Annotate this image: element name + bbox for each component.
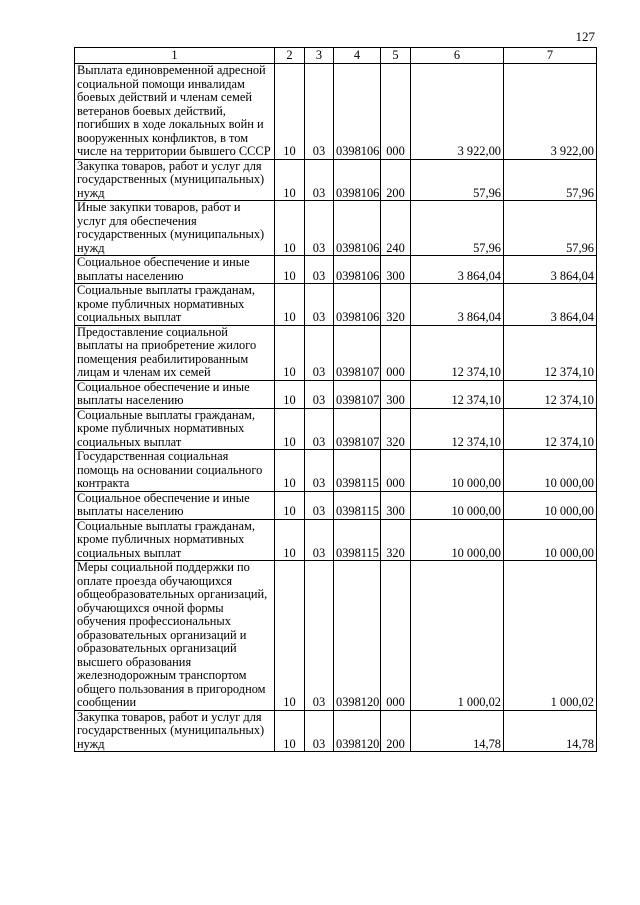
subsection-code: 03 bbox=[305, 201, 334, 256]
subsection-code: 03 bbox=[305, 325, 334, 380]
amount-cell: 57,96 bbox=[504, 159, 597, 201]
row-description: Иные закупки товаров, работ и услуг для обеспечения государственных (муниципальных) нужд bbox=[75, 201, 275, 256]
subsection-code: 03 bbox=[305, 159, 334, 201]
table-row bbox=[75, 284, 597, 326]
column-header: 4 bbox=[334, 48, 381, 64]
subsection-code: 03 bbox=[305, 256, 334, 284]
expense-type-code: 000 bbox=[381, 64, 411, 160]
row-description: Закупка товаров, работ и услуг для государственных (муниципальных) нужд bbox=[75, 710, 275, 752]
amount-cell: 10 000,00 bbox=[504, 491, 597, 519]
expense-type-code: 200 bbox=[381, 159, 411, 201]
column-header: 3 bbox=[305, 48, 334, 64]
subsection-code: 03 bbox=[305, 408, 334, 450]
column-header: 7 bbox=[504, 48, 597, 64]
column-header: 1 bbox=[75, 48, 275, 64]
budget-table bbox=[74, 47, 597, 752]
subsection-code: 03 bbox=[305, 64, 334, 160]
table-row bbox=[75, 201, 597, 256]
target-article-code: 0398107 bbox=[334, 380, 381, 408]
row-description: Социальное обеспечение и иные выплаты населению bbox=[75, 256, 275, 284]
subsection-code: 03 bbox=[305, 450, 334, 492]
subsection-code: 03 bbox=[305, 710, 334, 752]
target-article-code: 0398120 bbox=[334, 561, 381, 711]
row-description: Закупка товаров, работ и услуг для государственных (муниципальных) нужд bbox=[75, 159, 275, 201]
amount-cell: 3 864,04 bbox=[411, 256, 504, 284]
section-code: 10 bbox=[275, 491, 305, 519]
amount-cell: 1 000,02 bbox=[411, 561, 504, 711]
row-description: Социальное обеспечение и иные выплаты населению bbox=[75, 380, 275, 408]
table-row bbox=[75, 408, 597, 450]
amount-cell: 10 000,00 bbox=[411, 450, 504, 492]
target-article-code: 0398107 bbox=[334, 408, 381, 450]
section-code: 10 bbox=[275, 450, 305, 492]
subsection-code: 03 bbox=[305, 380, 334, 408]
expense-type-code: 200 bbox=[381, 710, 411, 752]
amount-cell: 3 864,04 bbox=[411, 284, 504, 326]
target-article-code: 0398115 bbox=[334, 491, 381, 519]
table-row bbox=[75, 325, 597, 380]
subsection-code: 03 bbox=[305, 519, 334, 561]
target-article-code: 0398106 bbox=[334, 284, 381, 326]
column-header: 2 bbox=[275, 48, 305, 64]
row-description: Меры социальной поддержки по оплате проезда обучающихся общеобразовательных организаций, обучающихся очной формы обучения профессиональных образовательных организаций и образовательных организаций высшего образования железнодорожным транспортом общего пользования в пригородном сообщении bbox=[75, 561, 275, 711]
expense-type-code: 240 bbox=[381, 201, 411, 256]
row-description: Выплата единовременной адресной социальной помощи инвалидам боевых действий и членам семей ветеранов боевых действий, погибших в ходе локальных войн и вооруженных конфликтов, в том числе на территории бывшего СССР bbox=[75, 64, 275, 160]
row-description: Государственная социальная помощь на основании социального контракта bbox=[75, 450, 275, 492]
amount-cell: 10 000,00 bbox=[504, 450, 597, 492]
subsection-code: 03 bbox=[305, 561, 334, 711]
amount-cell: 3 864,04 bbox=[504, 284, 597, 326]
expense-type-code: 000 bbox=[381, 450, 411, 492]
section-code: 10 bbox=[275, 380, 305, 408]
page-number: 127 bbox=[575, 29, 595, 44]
section-code: 10 bbox=[275, 408, 305, 450]
section-code: 10 bbox=[275, 159, 305, 201]
amount-cell: 57,96 bbox=[411, 159, 504, 201]
amount-cell: 14,78 bbox=[411, 710, 504, 752]
amount-cell: 12 374,10 bbox=[411, 325, 504, 380]
column-header: 6 bbox=[411, 48, 504, 64]
expense-type-code: 300 bbox=[381, 256, 411, 284]
target-article-code: 0398106 bbox=[334, 256, 381, 284]
target-article-code: 0398107 bbox=[334, 325, 381, 380]
table-header-row bbox=[75, 48, 597, 64]
amount-cell: 57,96 bbox=[411, 201, 504, 256]
amount-cell: 3 864,04 bbox=[504, 256, 597, 284]
table-row bbox=[75, 519, 597, 561]
section-code: 10 bbox=[275, 256, 305, 284]
subsection-code: 03 bbox=[305, 491, 334, 519]
section-code: 10 bbox=[275, 519, 305, 561]
section-code: 10 bbox=[275, 710, 305, 752]
amount-cell: 10 000,00 bbox=[411, 491, 504, 519]
row-description: Социальные выплаты гражданам, кроме публичных нормативных социальных выплат bbox=[75, 519, 275, 561]
amount-cell: 12 374,10 bbox=[504, 408, 597, 450]
section-code: 10 bbox=[275, 561, 305, 711]
target-article-code: 0398106 bbox=[334, 159, 381, 201]
section-code: 10 bbox=[275, 201, 305, 256]
section-code: 10 bbox=[275, 64, 305, 160]
table-row bbox=[75, 561, 597, 711]
expense-type-code: 000 bbox=[381, 325, 411, 380]
table-row bbox=[75, 64, 597, 160]
table-row bbox=[75, 710, 597, 752]
amount-cell: 1 000,02 bbox=[504, 561, 597, 711]
amount-cell: 10 000,00 bbox=[504, 519, 597, 561]
amount-cell: 12 374,10 bbox=[504, 325, 597, 380]
section-code: 10 bbox=[275, 284, 305, 326]
target-article-code: 0398106 bbox=[334, 201, 381, 256]
target-article-code: 0398115 bbox=[334, 450, 381, 492]
expense-type-code: 320 bbox=[381, 284, 411, 326]
expense-type-code: 320 bbox=[381, 519, 411, 561]
amount-cell: 12 374,10 bbox=[411, 408, 504, 450]
amount-cell: 3 922,00 bbox=[411, 64, 504, 160]
amount-cell: 12 374,10 bbox=[411, 380, 504, 408]
row-description: Социальные выплаты гражданам, кроме публичных нормативных социальных выплат bbox=[75, 284, 275, 326]
column-header: 5 bbox=[381, 48, 411, 64]
table-row bbox=[75, 450, 597, 492]
row-description: Предоставление социальной выплаты на приобретение жилого помещения реабилитированным лицам и членам их семей bbox=[75, 325, 275, 380]
table-row bbox=[75, 491, 597, 519]
target-article-code: 0398115 bbox=[334, 519, 381, 561]
row-description: Социальные выплаты гражданам, кроме публичных нормативных социальных выплат bbox=[75, 408, 275, 450]
amount-cell: 12 374,10 bbox=[504, 380, 597, 408]
table-row bbox=[75, 380, 597, 408]
expense-type-code: 300 bbox=[381, 491, 411, 519]
expense-type-code: 320 bbox=[381, 408, 411, 450]
amount-cell: 14,78 bbox=[504, 710, 597, 752]
table-row bbox=[75, 256, 597, 284]
target-article-code: 0398120 bbox=[334, 710, 381, 752]
target-article-code: 0398106 bbox=[334, 64, 381, 160]
section-code: 10 bbox=[275, 325, 305, 380]
amount-cell: 10 000,00 bbox=[411, 519, 504, 561]
table-row bbox=[75, 159, 597, 201]
amount-cell: 57,96 bbox=[504, 201, 597, 256]
amount-cell: 3 922,00 bbox=[504, 64, 597, 160]
expense-type-code: 000 bbox=[381, 561, 411, 711]
expense-type-code: 300 bbox=[381, 380, 411, 408]
subsection-code: 03 bbox=[305, 284, 334, 326]
row-description: Социальное обеспечение и иные выплаты населению bbox=[75, 491, 275, 519]
